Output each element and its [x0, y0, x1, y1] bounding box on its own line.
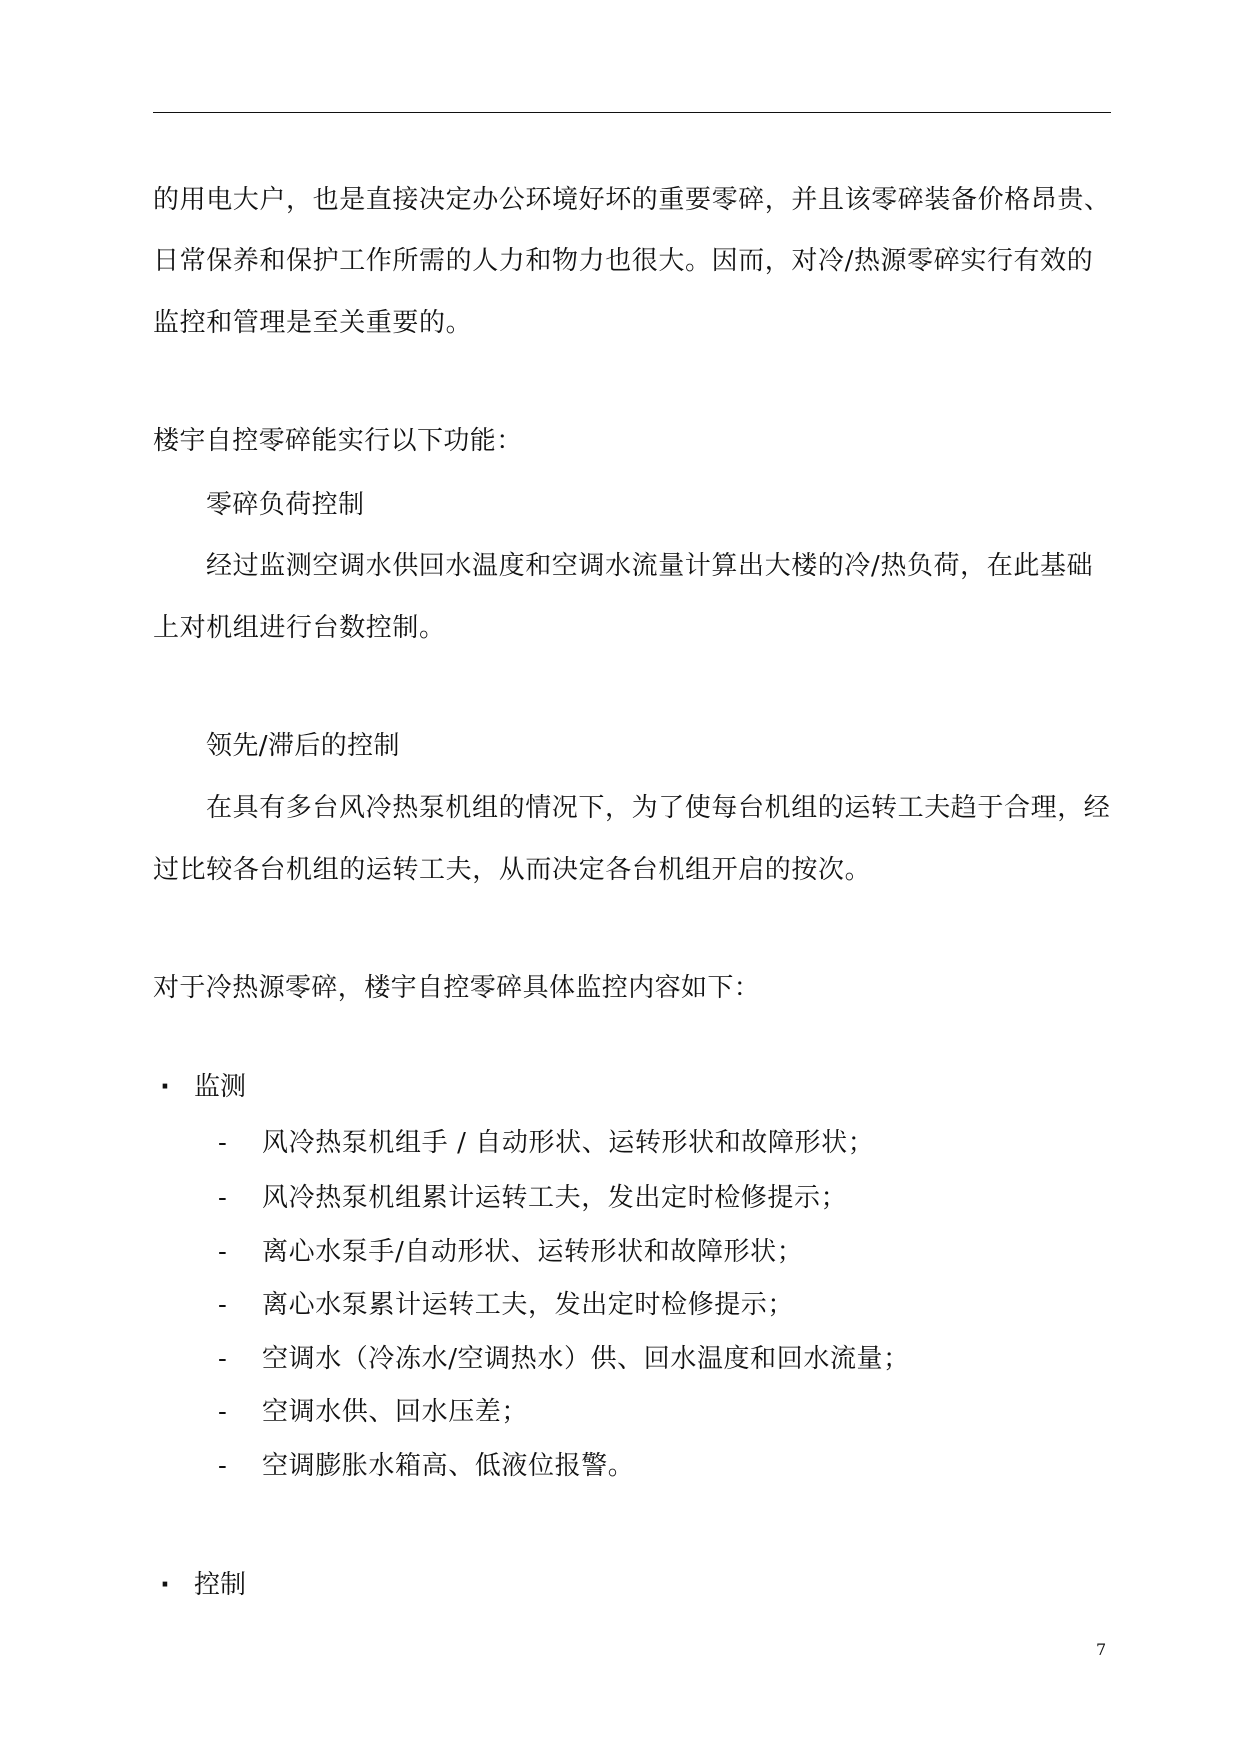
dash-icon: - [218, 1183, 228, 1213]
control-section-title: 控制 [194, 1570, 247, 1600]
dash-icon: - [218, 1237, 228, 1267]
dash-icon: - [218, 1451, 228, 1481]
monitor-item [218, 1287, 794, 1323]
intro-line-2: 日常保养和保护工作所需的人力和物力也很大。因而，对冷/热源零碎实行有效的 [153, 246, 1094, 276]
lead-lag-line-2: 过比较各台机组的运转工夫，从而决定各台机组开启的按次。 [153, 855, 872, 885]
monitor-item-text: 离心水泵累计运转工夫，发出定时检修提示； [262, 1290, 795, 1320]
intro-line-1: 的用电大户，也是直接决定办公环境好坏的重要零碎，并且该零碎装备价格昂贵、 [153, 185, 1111, 215]
monitor-item [218, 1125, 874, 1161]
monitor-section-bullet [160, 1069, 246, 1105]
monitor-item-text: 空调水（冷冻水/空调热水）供、回水温度和回水流量； [262, 1344, 910, 1374]
monitor-item-text: 空调水供、回水压差； [262, 1397, 529, 1427]
page-number: 7 [1096, 1640, 1107, 1659]
lead-lag-line-1: 在具有多台风冷热泵机组的情况下，为了使每台机组的运转工夫趋于合理，经 [206, 793, 1111, 823]
monitor-section-title: 监测 [194, 1072, 247, 1102]
load-control-line-2: 上对机组进行台数控制。 [153, 613, 446, 643]
monitor-item-text: 空调膨胀水箱高、低液位报警。 [262, 1451, 635, 1481]
monitor-item-text: 风冷热泵机组累计运转工夫，发出定时检修提示； [262, 1183, 848, 1213]
dash-icon: - [218, 1128, 228, 1158]
intro-line-3: 监控和管理是至关重要的。 [153, 308, 473, 338]
lead-lag-title: 领先/滞后的控制 [206, 731, 400, 761]
dash-icon: - [218, 1290, 228, 1320]
monitor-item [218, 1180, 847, 1216]
header-rule [153, 112, 1111, 113]
monitor-item [218, 1448, 634, 1484]
monitor-item [218, 1394, 528, 1430]
monitor-heading: 对于冷热源零碎，楼宇自控零碎具体监控内容如下： [153, 973, 761, 1003]
monitor-item-text: 风冷热泵机组手 / 自动形状、运转形状和故障形状； [262, 1128, 875, 1158]
monitor-item [218, 1341, 910, 1377]
monitor-item [218, 1234, 803, 1270]
control-section-bullet [160, 1567, 246, 1603]
functions-heading: 楼宇自控零碎能实行以下功能： [153, 426, 523, 456]
bullet-icon: · [160, 1072, 170, 1102]
dash-icon: - [218, 1344, 228, 1374]
bullet-icon: · [160, 1570, 170, 1600]
monitor-item-text: 离心水泵手/自动形状、运转形状和故障形状； [262, 1237, 804, 1267]
dash-icon: - [218, 1397, 228, 1427]
load-control-line-1: 经过监测空调水供回水温度和空调水流量计算出大楼的冷/热负荷，在此基础 [206, 551, 1094, 581]
load-control-title: 零碎负荷控制 [206, 490, 365, 520]
